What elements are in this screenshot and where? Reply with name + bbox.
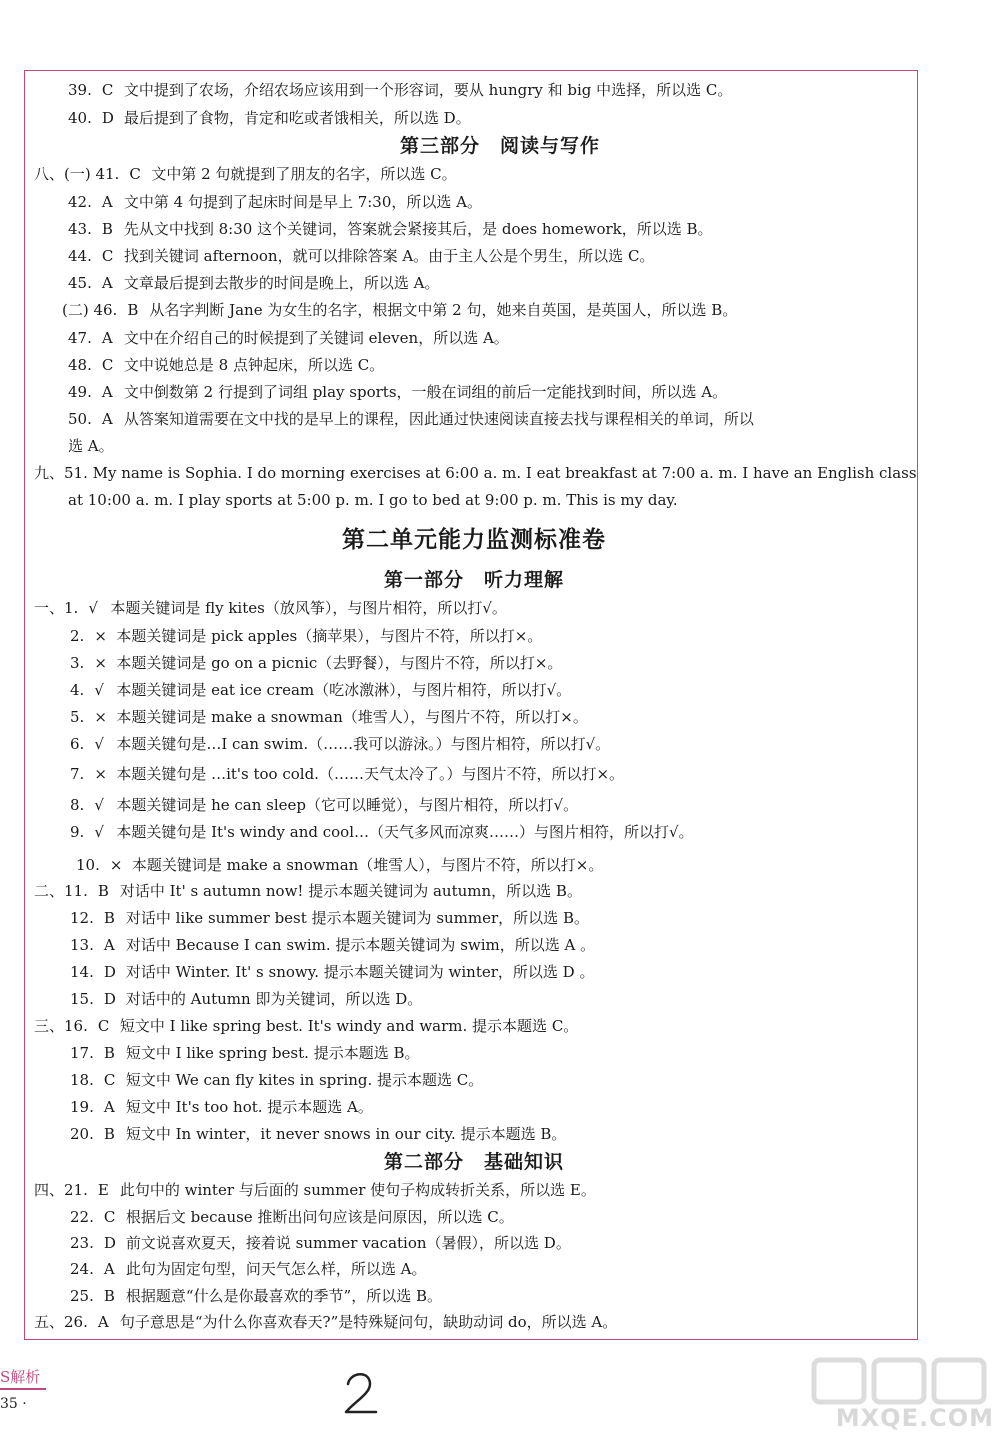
- question-number: 42.: [68, 193, 92, 211]
- answer-line: [68, 273, 439, 293]
- question-number: 25.: [70, 1287, 94, 1305]
- answer-line: [68, 355, 384, 375]
- question-number: 一、1.: [34, 599, 79, 617]
- answer-choice: B: [103, 1125, 115, 1143]
- question-number: 24.: [70, 1260, 94, 1278]
- answer-choice: B: [97, 882, 109, 900]
- watermark-text: MXQE.COM: [835, 1404, 994, 1432]
- explanation: 对话中 like summer best 提示本题关键词为 summer，所以选 B。: [125, 909, 589, 927]
- answer-line: [70, 822, 694, 842]
- section-heading: 第三部分 阅读与写作: [400, 135, 601, 157]
- explanation: 文章最后提到去散步的时间是晚上，所以选 A。: [123, 274, 440, 292]
- answer-choice: D: [103, 963, 116, 981]
- handwritten-page-number: [340, 1368, 380, 1418]
- answer-choice: B: [103, 1044, 115, 1062]
- question-number: 20.: [70, 1125, 94, 1143]
- footer-label: S解析: [0, 1368, 41, 1386]
- question-number: 13.: [70, 936, 94, 954]
- answer-choice: E: [97, 1181, 109, 1199]
- answer-line: [70, 795, 578, 815]
- answer-line: [68, 246, 654, 266]
- answer-choice: √: [94, 823, 104, 841]
- question-number: 14.: [70, 963, 94, 981]
- explanation: 文中倒数第 2 行提到了词组 play sports，一般在词组的前后一定能找到时间，所以选 A。: [123, 383, 728, 401]
- answer-line: [62, 300, 737, 320]
- answer-line: [70, 653, 562, 673]
- answer-line: [70, 707, 588, 727]
- answer-choice: B: [103, 909, 115, 927]
- answer-choice: D: [103, 990, 116, 1008]
- answer-choice: D: [101, 109, 114, 127]
- footer-divider: [0, 1388, 46, 1390]
- answer-line: [70, 1233, 571, 1253]
- question-number: 四、21.: [34, 1181, 88, 1199]
- question-number: 48.: [68, 356, 92, 374]
- answer-line: [70, 1124, 566, 1144]
- question-number: 九、51.: [34, 464, 88, 482]
- question-number: 23.: [70, 1234, 94, 1252]
- answer-line-continued: [68, 490, 678, 510]
- explanation: 本题关键词是 eat ice cream（吃冰激淋），与图片相符，所以打√。: [116, 681, 572, 699]
- explanation: 本题关键词是 he can sleep（它可以睡觉），与图片相符，所以打√。: [116, 796, 579, 814]
- answer-choice: √: [94, 681, 104, 699]
- answer-choice: A: [101, 329, 113, 347]
- explanation: 此句为固定句型，问天气怎么样，所以选 A。: [125, 1260, 427, 1278]
- explanation: 从答案知道需要在文中找的是早上的课程，因此通过快速阅读直接去找与课程相关的单词，所以: [123, 410, 754, 428]
- question-number: 45.: [68, 274, 92, 292]
- answer-choice: A: [103, 936, 115, 954]
- question-number: 40.: [68, 109, 92, 127]
- answer-choice: B: [101, 220, 113, 238]
- question-number: 4.: [70, 681, 85, 699]
- answer-line: [70, 764, 624, 784]
- answer-line: [68, 219, 713, 239]
- answer-line: [34, 164, 457, 184]
- answer-line: [34, 1180, 596, 1200]
- explanation: 句子意思是“为什么你喜欢春天?”是特殊疑问句，缺助动词 do，所以选 A。: [119, 1313, 618, 1331]
- question-number: 5.: [70, 708, 85, 726]
- question-number: 3.: [70, 654, 85, 672]
- explanation: 根据后文 because 推断出问句应该是问原因，所以选 C。: [125, 1208, 514, 1226]
- question-number: 8.: [70, 796, 85, 814]
- essay-text: at 10:00 a. m. I play sports at 5:00 p. m. I go to bed at 9:00 p. m. This is my day.: [68, 491, 678, 509]
- explanation: 最后提到了食物，肯定和吃或者饿相关，所以选 D。: [123, 109, 471, 127]
- explanation: 前文说喜欢夏天，接着说 summer vacation（暑假），所以选 D。: [125, 1234, 571, 1252]
- explanation: 本题关键词是 make a snowman（堆雪人），与图片不符，所以打×。: [131, 856, 604, 874]
- answer-choice: A: [101, 193, 113, 211]
- answer-line: [70, 908, 589, 928]
- question-number: 9.: [70, 823, 85, 841]
- question-number: 49.: [68, 383, 92, 401]
- explanation: 从名字判断 Jane 为女生的名字，根据文中第 2 句，她来自英国，是英国人，所以选 B。: [149, 301, 738, 319]
- answer-choice: √: [88, 599, 98, 617]
- essay-text: My name is Sophia. I do morning exercises at 6:00 a. m. I eat breakfast at 7:00 a. m. I have an English class: [92, 464, 917, 482]
- answer-choice: A: [101, 274, 113, 292]
- question-number: 44.: [68, 247, 92, 265]
- question-number: 18.: [70, 1071, 94, 1089]
- explanation: 本题关键句是 …it's too cold.（……天气太冷了。）与图片不符，所以打×。: [116, 765, 625, 783]
- explanation: 文中第 4 句提到了起床时间是早上 7:30，所以选 A。: [123, 193, 482, 211]
- explanation: 短文中 We can fly kites in spring. 提示本题选 C。: [125, 1071, 484, 1089]
- explanation: 短文中 I like spring best. 提示本题选 B。: [125, 1044, 420, 1062]
- question-number: (二) 46.: [62, 301, 118, 319]
- explanation: 对话中 Because I can swim. 提示本题关键词为 swim，所以选 A 。: [125, 936, 596, 954]
- answer-line: [68, 382, 727, 402]
- answer-line: [70, 680, 571, 700]
- question-number: 43.: [68, 220, 92, 238]
- answer-choice: √: [94, 735, 104, 753]
- question-number: 10.: [76, 856, 100, 874]
- answer-choice: C: [101, 356, 114, 374]
- answer-choice: C: [103, 1071, 116, 1089]
- answer-line: [34, 1016, 578, 1036]
- answer-line: [70, 1070, 483, 1090]
- question-number: 6.: [70, 735, 85, 753]
- page-number: 35 ·: [0, 1396, 27, 1412]
- answer-line: [70, 1207, 514, 1227]
- answer-choice: B: [127, 301, 139, 319]
- answer-line-continued: [68, 436, 114, 456]
- explanation: 本题关键句是…I can swim.（……我可以游泳。）与图片相符，所以打√。: [116, 735, 611, 753]
- question-number: 五、26.: [34, 1313, 88, 1331]
- answer-choice: ×: [94, 627, 107, 645]
- answer-line: [70, 1043, 419, 1063]
- question-number: 2.: [70, 627, 85, 645]
- explanation: 短文中 It's too hot. 提示本题选 A。: [125, 1098, 373, 1116]
- explanation: 短文中 I like spring best. It's windy and warm. 提示本题选 C。: [119, 1017, 579, 1035]
- answer-line: [34, 598, 507, 618]
- answer-line: [34, 881, 582, 901]
- answer-line: [34, 463, 917, 483]
- section-heading: 第一部分 听力理解: [384, 569, 565, 591]
- answer-choice: B: [103, 1287, 115, 1305]
- answer-choice: A: [103, 1260, 115, 1278]
- answer-line: [70, 935, 595, 955]
- answer-line: [70, 1259, 426, 1279]
- explanation: 文中提到了农场，介绍农场应该用到一个形容词，要从 hungry 和 big 中选择，所以选 C。: [123, 81, 733, 99]
- explanation: 本题关键词是 pick apples（摘苹果），与图片不符，所以打×。: [116, 627, 543, 645]
- answer-line: [70, 989, 422, 1009]
- answer-choice: √: [94, 796, 104, 814]
- answer-line: [68, 192, 482, 212]
- answer-line: [70, 626, 542, 646]
- question-number: 12.: [70, 909, 94, 927]
- answer-choice: C: [101, 81, 114, 99]
- answer-line: [70, 962, 594, 982]
- question-number: 17.: [70, 1044, 94, 1062]
- question-number: 二、11.: [34, 882, 88, 900]
- question-number: 22.: [70, 1208, 94, 1226]
- question-number: 15.: [70, 990, 94, 1008]
- answer-choice: A: [101, 410, 113, 428]
- explanation: 本题关键词是 go on a picnic（去野餐），与图片不符，所以打×。: [116, 654, 563, 672]
- explanation: 根据题意“什么是你最喜欢的季节”，所以选 B。: [125, 1287, 442, 1305]
- answer-line: [70, 734, 610, 754]
- answer-line: [70, 1097, 373, 1117]
- answer-choice: C: [129, 165, 141, 183]
- answer-choice: ×: [109, 856, 123, 874]
- answer-line: [68, 108, 471, 128]
- explanation: 文中第 2 句就提到了朋友的名字，所以选 C。: [151, 165, 457, 183]
- explanation: 文中在介绍自己的时候提到了关键词 eleven，所以选 A。: [123, 329, 509, 347]
- explanation: 找到关键词 afternoon，就可以排除答案 A。由于主人公是个男生，所以选 C。: [123, 247, 655, 265]
- explanation: 此句中的 winter 与后面的 summer 使句子构成转折关系，所以选 E。: [119, 1181, 596, 1199]
- answer-line: [76, 855, 603, 875]
- explanation: 先从文中找到 8:30 这个关键词，答案就会紧接其后，是 does homework，所以选 B。: [123, 220, 713, 238]
- answer-choice: A: [97, 1313, 109, 1331]
- answer-choice: C: [97, 1017, 110, 1035]
- explanation: 本题关键词是 fly kites（放风筝），与图片相符，所以打√。: [110, 599, 507, 617]
- question-number: 50.: [68, 410, 92, 428]
- explanation: 本题关键句是 It's windy and cool…（天气多风而凉爽……）与图片相符，所以打√。: [116, 823, 694, 841]
- explanation: 对话中 Winter. It' s snowy. 提示本题关键词为 winter，所以选 D 。: [125, 963, 595, 981]
- question-number: 39.: [68, 81, 92, 99]
- answer-line: [68, 409, 754, 429]
- explanation: 对话中的 Autumn 即为关键词，所以选 D。: [125, 990, 423, 1008]
- answer-line: [68, 328, 509, 348]
- answer-choice: C: [101, 247, 114, 265]
- explanation: 短文中 In winter，it never snows in our city. 提示本题选 B。: [125, 1125, 567, 1143]
- unit-title: 第二单元能力监测标准卷: [342, 526, 606, 553]
- answer-choice: ×: [94, 765, 107, 783]
- explanation: 对话中 It' s autumn now! 提示本题关键词为 autumn，所以选 B。: [119, 882, 582, 900]
- question-number: 47.: [68, 329, 92, 347]
- question-number: 19.: [70, 1098, 94, 1116]
- question-number: 八、(一) 41.: [34, 165, 120, 183]
- explanation: 文中说她总是 8 点钟起床，所以选 C。: [123, 356, 385, 374]
- answer-choice: A: [103, 1098, 115, 1116]
- explanation: 本题关键词是 make a snowman（堆雪人），与图片不符，所以打×。: [116, 708, 588, 726]
- answer-choice: C: [103, 1208, 116, 1226]
- section-heading: 第二部分 基础知识: [384, 1151, 565, 1173]
- explanation: 选 A。: [68, 437, 114, 455]
- answer-choice: A: [101, 383, 113, 401]
- answer-line: [68, 80, 732, 100]
- answer-choice: ×: [94, 654, 107, 672]
- answer-line: [34, 1312, 617, 1332]
- question-number: 三、16.: [34, 1017, 88, 1035]
- question-number: 7.: [70, 765, 85, 783]
- answer-choice: D: [103, 1234, 116, 1252]
- answer-choice: ×: [94, 708, 107, 726]
- answer-line: [70, 1286, 442, 1306]
